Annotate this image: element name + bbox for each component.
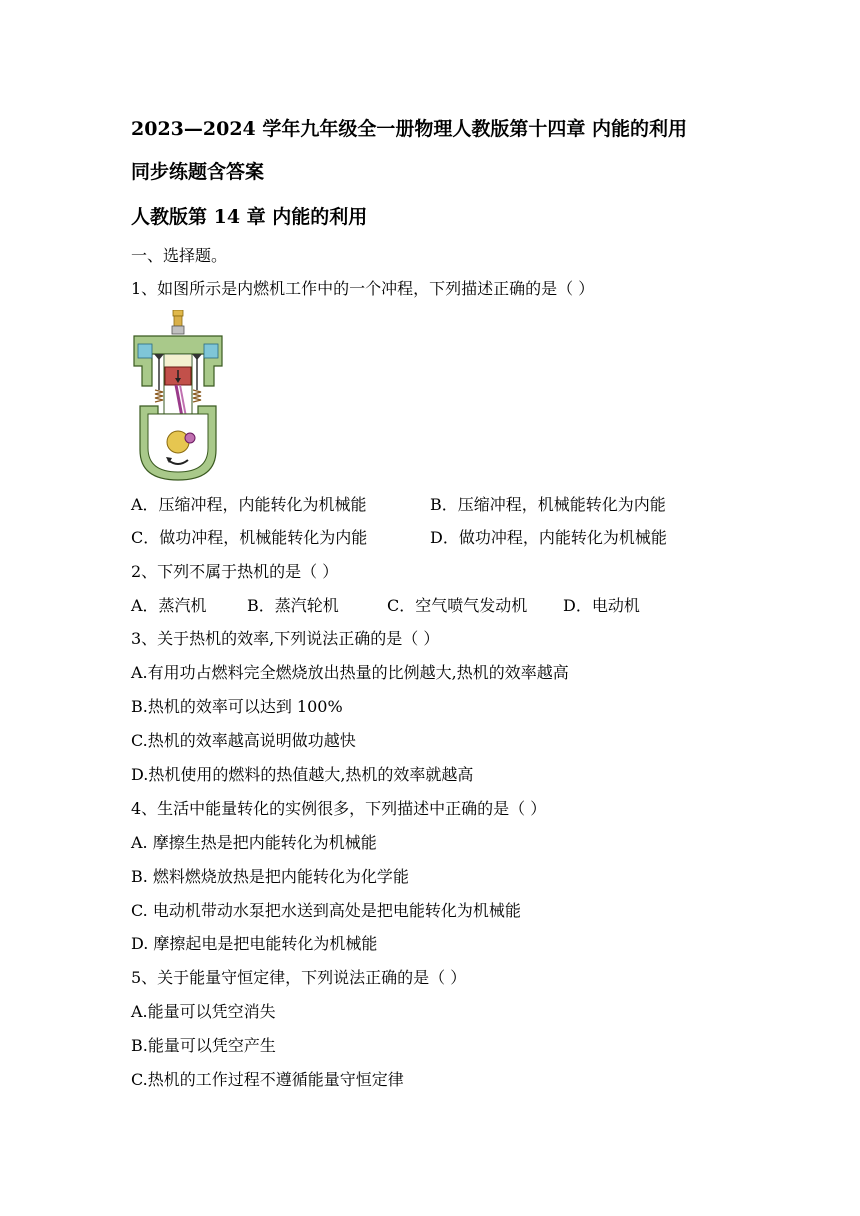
- doc-title-line-1: 2023—2024 学年九年级全一册物理人教版第十四章 内能的利用: [131, 118, 687, 140]
- question-5-stem: 5、关于能量守恒定律，下列说法正确的是（ ）: [131, 968, 467, 987]
- section-heading: 一、选择题。: [131, 246, 228, 265]
- question-2-option-d: D．电动机: [563, 596, 640, 615]
- question-2-stem: 2、下列不属于热机的是（ ）: [131, 562, 339, 581]
- question-4-option-a: A. 摩擦生热是把内能转化为机械能: [131, 833, 377, 852]
- question-3-option-d: D.热机使用的燃料的热值越大,热机的效率就越高: [131, 765, 474, 784]
- question-1-option-c: C．做功冲程，机械能转化为内能: [131, 528, 368, 547]
- question-2-option-b: B．蒸汽轮机: [247, 596, 339, 615]
- chapter-heading: 人教版第 14 章 内能的利用: [131, 206, 368, 228]
- doc-title-line-2: 同步练题含答案: [131, 161, 265, 183]
- question-1-option-b: B．压缩冲程，机械能转化为内能: [430, 495, 666, 514]
- question-3-option-b: B.热机的效率可以达到 100%: [131, 697, 343, 716]
- question-5-option-a: A.能量可以凭空消失: [131, 1002, 276, 1021]
- question-4-stem: 4、生活中能量转化的实例很多，下列描述中正确的是（ ）: [131, 799, 547, 818]
- question-3-option-a: A.有用功占燃料完全燃烧放出热量的比例越大,热机的效率越高: [131, 663, 569, 682]
- question-5-option-c: C.热机的工作过程不遵循能量守恒定律: [131, 1070, 404, 1089]
- question-2-option-a: A．蒸汽机: [131, 596, 207, 615]
- engine-cylinder-figure: [128, 310, 228, 482]
- question-2-option-c: C．空气喷气发动机: [387, 596, 528, 615]
- question-4-option-b: B. 燃料燃烧放热是把内能转化为化学能: [131, 867, 409, 886]
- question-3-stem: 3、关于热机的效率,下列说法正确的是（ ）: [131, 629, 440, 648]
- question-4-option-c: C. 电动机带动水泵把水送到高处是把电能转化为机械能: [131, 901, 521, 920]
- question-1-option-d: D．做功冲程，内能转化为机械能: [430, 528, 667, 547]
- question-5-option-b: B.能量可以凭空产生: [131, 1036, 276, 1055]
- question-1-option-a: A．压缩冲程，内能转化为机械能: [131, 495, 367, 514]
- question-3-option-c: C.热机的效率越高说明做功越快: [131, 731, 356, 750]
- question-1-stem: 1、如图所示是内燃机工作中的一个冲程，下列描述正确的是（ ）: [131, 279, 595, 298]
- question-4-option-d: D. 摩擦起电是把电能转化为机械能: [131, 934, 378, 953]
